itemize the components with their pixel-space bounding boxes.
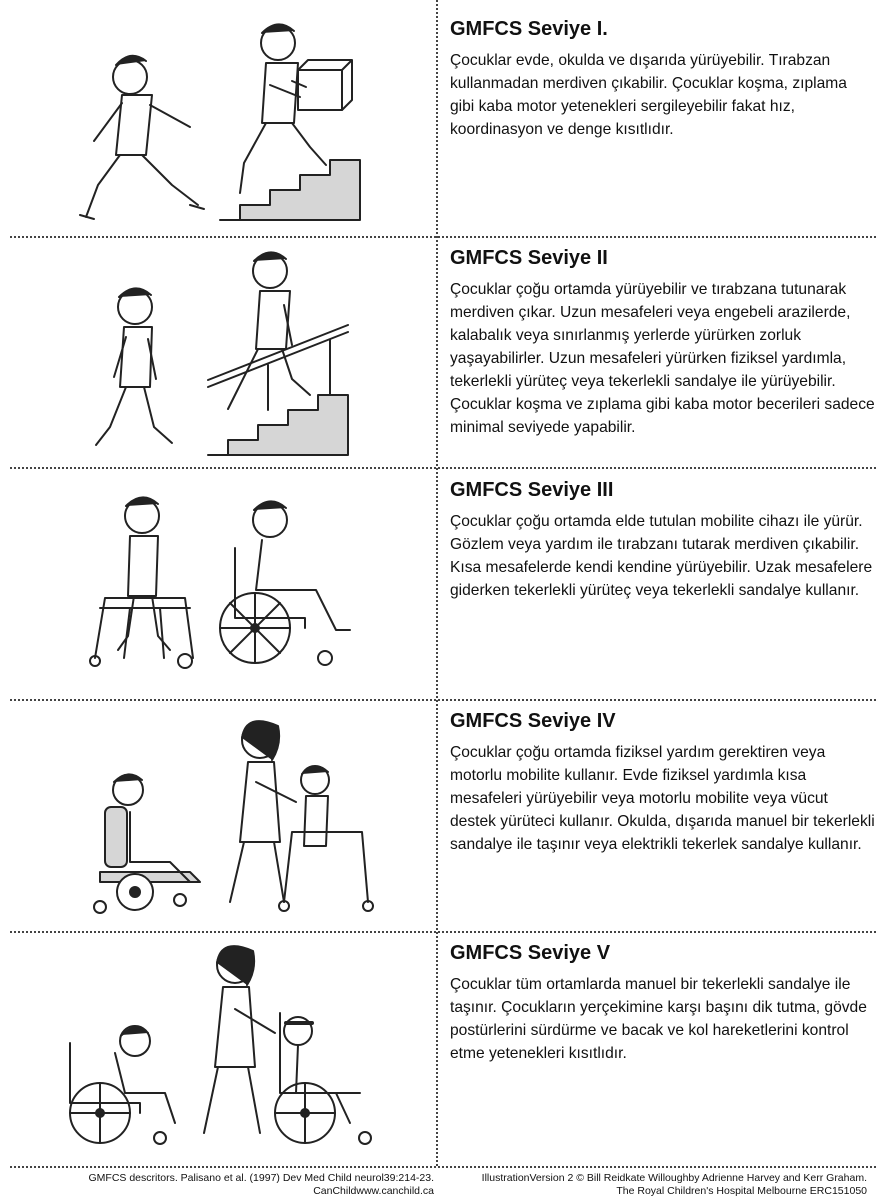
adult-assisting-child-with-walker-icon [230,721,373,911]
level-4-illustration [30,712,420,927]
row-divider [10,467,876,469]
footer-citation-line: GMFCS descritors. Palisano et al. (1997) Dev Med Child neurol39:214-23. [88,1172,434,1184]
footer-credits [440,1172,867,1198]
column-divider [436,0,438,1166]
child-carrying-box-on-stairs-icon [220,24,360,220]
row-divider [10,699,876,701]
level-3-text [450,478,875,602]
level-5-description: Çocuklar tüm ortamlarda manuel bir tekerlekli sandalye ile taşınır. Çocukların yerçekimine karşı başını dik tutma, gövde postürlerini sürdürme ve bacak ve kol hareketlerini kontrol etme yetenekleri kısıtlıdır. [450,976,867,1062]
level-5-illustration [30,943,420,1158]
child-climbing-stairs-with-rail-icon [208,252,348,455]
level-4-title: GMFCS Seviye IV [450,710,616,732]
child-slumped-in-wheelchair-icon [70,1026,175,1144]
level-1-text [450,17,875,141]
level-3-illustration [30,478,420,693]
footer-institution-line: The Royal Children's Hospital Melbourne ERC151050 [616,1185,867,1197]
level-2-illustration [30,245,420,460]
child-in-wheelchair-icon [220,501,350,665]
footer-citation [10,1172,434,1198]
running-child-icon [80,56,204,219]
level-5-text [450,941,875,1065]
walking-child-icon [96,288,172,445]
child-in-power-wheelchair-icon [94,774,200,913]
row-divider [10,236,876,238]
level-4-description: Çocuklar çoğu ortamda fiziksel yardım gerektiren veya motorlu mobilite kullanır. Evde fiziksel yardımla kısa mesafeleri yürüyebilir veya motorlu mobilite veya vücut destek yürüteci kullanır. Okulda, dışarıda manuel bir tekerlekli sandalye ile taşınır veya elektrikli tekerlek sandalye kullanır. [450,744,875,853]
adult-pushing-child-in-wheelchair-icon [204,946,371,1144]
child-with-walker-icon [90,497,193,668]
footer-website-line: CanChildwww.canchild.ca [313,1185,434,1197]
footer-credits-line: IllustrationVersion 2 © Bill Reidkate Willoughby Adrienne Harvey and Kerr Graham. [481,1172,867,1184]
row-divider [10,931,876,933]
level-1-illustration [30,15,420,225]
level-2-text [450,246,875,439]
level-5-title: GMFCS Seviye V [450,942,611,964]
level-3-description: Çocuklar çoğu ortamda elde tutulan mobilite cihazı ile yürür. Gözlem veya yardım ile tırabzanı tutarak merdiven çıkabilir. Kısa mesafelerde kendi kendine yürüyebilir. Uzak mesafelere giderken tekerlekli yürüteç veya tekerlekli sandalye kullanır. [450,513,873,599]
level-2-title: GMFCS Seviye II [450,247,608,269]
level-3-title: GMFCS Seviye III [450,479,614,501]
level-1-title: GMFCS Seviye I. [450,18,608,40]
level-2-description: Çocuklar çoğu ortamda yürüyebilir ve tırabzana tutunarak merdiven çıkar. Uzun mesafeleri veya engebeli arazilerde, kalabalık veya sınırlanmış yerlerde yürürken zorluk yaşayabilirler. Uzun mesafeleri yürürken fiziksel yardımla, tekerlekli yürüteç veya tekerlekli sandalye ile yürüyebilir. Çocuklar koşma ve zıplama gibi kaba motor becerileri sadece minimal seviyede yapabilir. [450,281,875,436]
level-4-text [450,709,875,856]
level-1-description: Çocuklar evde, okulda ve dışarıda yürüyebilir. Tırabzan kullanmadan merdiven çıkabilir. Çocuklar koşma, zıplama gibi kaba motor yetenekleri sergileyebilir fakat hız, koordinasyon ve denge kısıtlıdır. [450,52,847,138]
row-divider [10,1166,876,1168]
